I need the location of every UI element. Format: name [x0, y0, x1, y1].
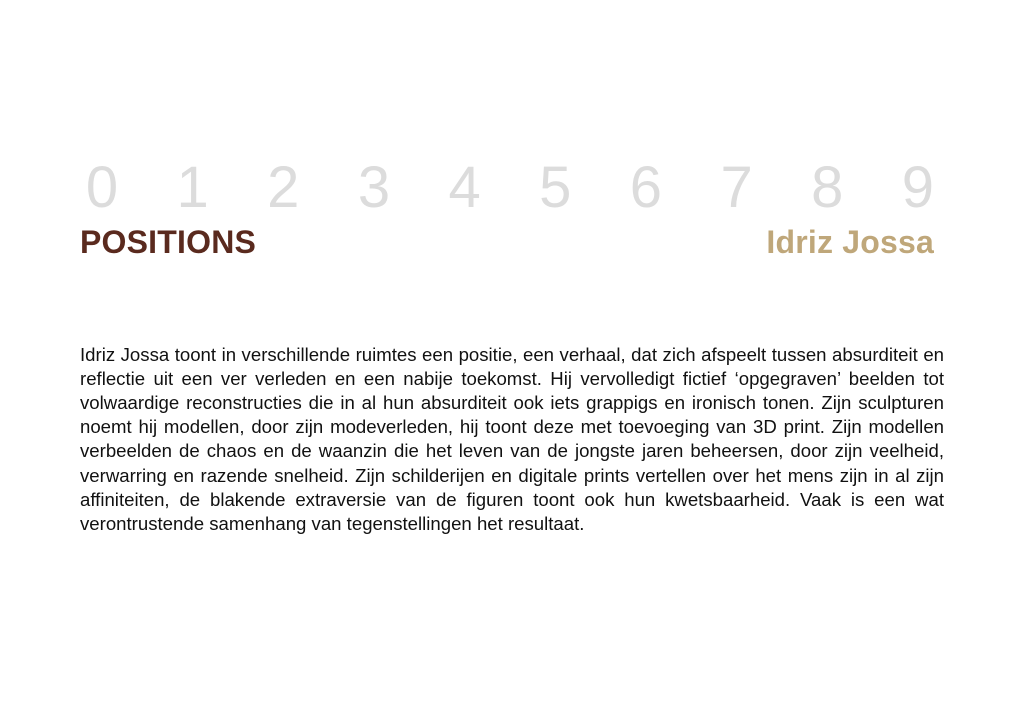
- digit-9: 9: [901, 155, 935, 220]
- digit-8: 8: [811, 155, 844, 220]
- digit-3: 3: [357, 155, 391, 220]
- body-paragraph: Idriz Jossa toont in verschillende ruimtes een positie, een verhaal, dat zich afspeelt tussen absurditeit en reflectie uit een ver verleden en een nabije toekomst. Hij vervolledigt fictief ‘opgegraven’ beelden tot volwaardige reconstructies die in al hun absurditeit ook iets grappigs en ironisch tonen. Zijn sculpturen noemt hij modellen, door zijn modeverleden, hij toont deze met toevoeging van 3D print. Zijn modellen verbeelden de chaos en de waanzin die het leven van de jongste jaren beheersen, door zijn veelheid, verwarring en razende snelheid. Zijn schilderijen en digitale prints vertellen over het mens zijn in al zijn affiniteiten, de blakende extraversie van de figuren toont ook hun kwetsbaarheid. Vaak is een wat verontrustende samenhang van tegenstellingen het resultaat.: [80, 343, 944, 535]
- digit-7: 7: [720, 155, 753, 220]
- digit-1: 1: [176, 155, 209, 220]
- page-title: POSITIONS: [80, 224, 257, 260]
- artist-name: Idriz Jossa: [766, 224, 934, 260]
- digit-row: [80, 155, 940, 220]
- digit-0: 0: [85, 155, 119, 220]
- digit-4: 4: [448, 155, 481, 220]
- digit-6: 6: [629, 155, 663, 220]
- digit-2: 2: [267, 155, 300, 220]
- digit-5: 5: [539, 155, 572, 220]
